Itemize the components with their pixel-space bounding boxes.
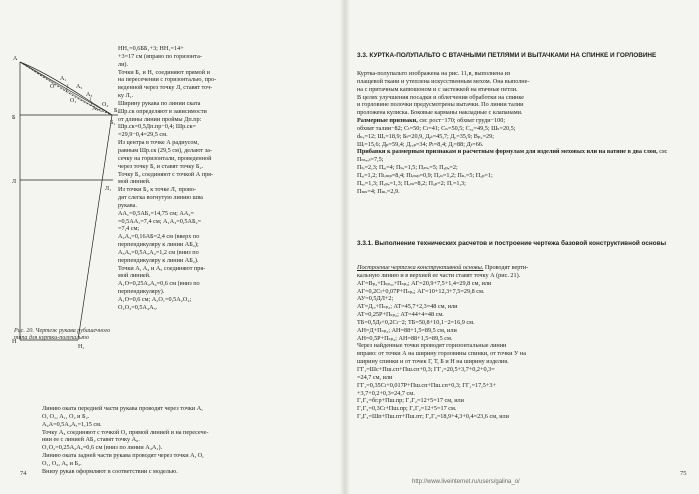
text-line: веденной через точку Л, ставят точ- [118, 84, 213, 92]
sleeve-pattern-drawing [10, 40, 128, 365]
label-l: Л [12, 179, 17, 185]
text-line: А₂А₄=0,16АБ=2,4 см (вверх по [118, 233, 200, 241]
text-line: рукава. [118, 201, 137, 209]
label-b: Б [12, 115, 16, 121]
text-line: Точку А₄ соединяют с точкой О₂ прямой линией и на пересече- [42, 428, 209, 436]
text-line: от длины линии проймы Дп.пр: [118, 115, 202, 123]
page-number-right: 75 [680, 470, 687, 477]
text-line: Пₛᵢ=2,3; Пₑᵢ=4; Пₛₑ=1,5; Пᵢₘᵣ=5; Пₐₚₑ=2; [357, 164, 458, 172]
text-line: ширину спинки и от точек Г, Т, Б и Н на ширину изделия. [357, 358, 509, 366]
text-line: НН₁=0,6ББ₁+3; НН₁=14+ [118, 45, 184, 52]
text-line: Внизу рукав оформляют в соответствии с моделью. [42, 467, 178, 475]
text-line: А₁О=0,25А₂А₄=0,6 см (вниз по [118, 280, 200, 288]
label-n1: Н₁ [78, 344, 85, 350]
text-line: =29,9−0,4=29,5 см. [118, 131, 168, 139]
text-line: =24,7 см, или [357, 373, 393, 381]
text-line: проложена кулиска. Боковые карманы накладные с клапанами. [357, 109, 523, 117]
text-line: Точку Б₂ соединяют с точкой А пря- [118, 170, 214, 178]
text-line: Точки Б₁ и Н₁ соединяют прямой и [118, 68, 210, 76]
text-line: АН=0,5Р+Пₛₚ₂; АН=88+1,5=89,5 см. [357, 334, 453, 342]
text-line: Линию оката задней части рукава проводят через точки А, О, [42, 452, 204, 460]
text-line: Пₘₛ=4; Пₘᵣ=2,9. [357, 187, 400, 195]
construction-text [357, 264, 528, 420]
left-page [0, 0, 345, 494]
text-line: АН=Д+Пₛₚ₂; АН=88+1,5=89,5 см, или [357, 326, 457, 334]
construction-lead: Построение чертежа конструктивной основы. [357, 264, 484, 271]
text-line: Шᵢ=15,6; Дₚ=59,4; Дᵣₐₚ=34; Рₗ=8,4; Дᵢ=88; Дₜ=66. [357, 140, 484, 148]
text-line: Из точки Б₂ к точке Л₁ прово- [118, 186, 197, 194]
label-l1: Л₁ [105, 186, 112, 192]
text-line: вправо: от точки А на ширину горловины спинки, от точки У на [357, 350, 526, 358]
text-line: +3,7+0,2+0,3=24,7 см. [357, 389, 415, 397]
construction-block [357, 264, 689, 421]
text-line: ку Л₁. [118, 92, 134, 100]
text-line: АГ=0,2Сₗ+0,07Р+Пₛₚₐ; АГ=10+12,3+7,5=29,8 см. [357, 287, 485, 295]
text-line: нии ее с линией АБ₂ ставят точку А₆. [42, 436, 140, 444]
label-o: О [50, 84, 55, 90]
figure-caption: Рис. 20. Чертеж рукава рубашечного типа для куртки-полупальто [14, 328, 111, 341]
text-line: А₁О=0,6 см; А₂О₁=0,5А₂О₂; [118, 296, 192, 303]
text-line: см: рост−170; обхват груди−100; [419, 117, 506, 125]
allowances-heading: Прибавки к размерным признакам и расчетным формулам для изделий меховых или на ватине в два слоя, [357, 148, 658, 156]
text-line: АТ=0,25Р+Пₛₚ₂; АТ=44+4=48 см. [357, 311, 444, 319]
text-line: перпендикуляру к линии АБ₂). [118, 256, 199, 264]
left-bottom-text [42, 405, 336, 476]
text-line: Г₂Г₃=Шп+Пш.пт+Пш.пт; Г₂Г₃=18,9+4,3+0,4=23,6 см, или [357, 413, 509, 421]
text-line: ТБ=0,5Дₜ+0,2Сₗ−2; ТБ=50,8+10,1−2=16,9 см. [357, 318, 475, 326]
section-heading: 3.3. КУРТКА-ПОЛУПАЛЬТО С ВТАЧНЫМИ ПЕТЛЯМИ И ВЫТАЧКАМИ НА СПИНКЕ И ГОРЛОВИНЕ [357, 52, 657, 59]
text-line: Из центра в точке А радиусом, [118, 139, 199, 147]
text-line: плащевой ткани и утеплена искусственным мехом. Она выполне- [357, 77, 530, 85]
right-page [345, 0, 699, 494]
text-line: см: Пₛₛₑₒₜ=7,5; [357, 148, 668, 164]
intro-block [357, 70, 689, 196]
text-line: АТ=Дᵣₐ+Пₛₚ₂; АТ=45,7+2,3=48 см, или [357, 303, 458, 311]
text-line: Шр.ск=0,5Дп.пр−0,4; Шр.ск= [118, 123, 196, 131]
text-line: дят слегка вогнутую линию шва [118, 194, 203, 202]
label-o1: О₁ [70, 98, 77, 104]
label-b2: Б₂ [114, 108, 120, 114]
text-line: АА₁=0,5АБ₂=14,75 см; АА₂= [118, 209, 194, 217]
text-line: через точку Б, и ставят точку Б₂. [118, 162, 204, 170]
text-line: Г₁Г₂=0,3Сₗ+Пш.пр; Г₁Г₂=12+5=17 см. [357, 405, 457, 413]
left-column-text [118, 45, 336, 312]
text-line: Пₑᵢ=1,2; Пₗᵢₘₚ=8,4; Пₗᵢₘₚ=0,9; Пₐₙ=1,2; Пₙᵣ=5; Пₐₚ=1; [357, 171, 493, 179]
sizes-paragraph [357, 117, 689, 148]
text-line: и горловине полочки предусмотрены вытачки. По линии талии [357, 101, 524, 109]
text-line: Точки А, А₄ и А₅ соединяют пря- [118, 264, 206, 272]
text-line: Линию оката передней части рукава проводят через точки А, [42, 405, 203, 412]
text-line: Ширину рукава по линии ската [118, 99, 201, 107]
text-line: А₃А₅=0,5А₂А₄=1,2 см (вниз по [118, 248, 199, 256]
subsection-heading: 3.3.1. Выполнение технических расчетов и построение чертежа базовой конструктивной основы [357, 240, 667, 247]
text-line: Куртка-полупальто изображена на рис. 11,в, выполнена из [357, 70, 511, 77]
text-line: О, О₁, А₁, О₂ и Б₂. [42, 412, 90, 420]
text-line: ГГ₁=0,35Сₗ+0,017Р+Пш.сп+Пш.сп+0,3; ГГ₁=17,5+3+ [357, 381, 496, 389]
text-line: Шр.ск определяют в зависимости [118, 107, 207, 115]
text-line: на пересечении с горизонталью, про- [118, 76, 217, 84]
label-a: А [13, 56, 18, 62]
text-line: АГ=Вₚ₂+Пₛₚ₃ₐ+Пₛₚₐ; АГ=20,9+7,5+1,4=29,8 см, или [357, 279, 492, 287]
text-line: АУ=0,5ДЛ+2; [357, 295, 394, 303]
text-line: О₁, О₂, А₆ и Б₂. [42, 459, 82, 467]
text-line: Проводят верти- [484, 264, 529, 271]
text-line: Пₑₐ=1,3; Пₐₚₑ=1,3; Пₒₘ=8,2; Пₐₚ=2; Пᵣ=1,3; [357, 179, 466, 187]
text-line: dₙₐ=12; Шₑ=18,9; Бₜ=20,9, Дₑₜ=45,7; Дₒ=35,9; Вₚ₂=29; [357, 132, 494, 140]
label-a3: А₃ [86, 92, 93, 98]
text-line: на с притачным капюшоном и с застежкой на втачные петли. [357, 85, 518, 93]
label-b1: Б₁ [110, 120, 116, 126]
text-line: О₂О₃=0,5А₄А₅. [118, 303, 158, 311]
text-line: ГГ₁=Шс+Пш.сп+Пш.сп+0,3; ГГ₁=20,5+3,7+0,2+0,3= [357, 365, 495, 373]
text-line: равным Шр.ск (29,5 см), делают за- [118, 146, 212, 154]
text-line: мой линией. [118, 272, 151, 280]
text-line: ли). [118, 60, 129, 68]
text-line: +3=17 см (вправо по горизонта- [118, 52, 202, 60]
text-line: перпендикуляру к линии АБ₂); [118, 241, 199, 249]
sleeve-pattern-figure [10, 40, 128, 365]
text-line: =7,4 см; [118, 225, 140, 233]
allowances-paragraph [357, 148, 689, 195]
watermark-url: http://www.liveinternet.ru/users/galina_o/ [412, 479, 520, 485]
text-line: Г₁Г₂=бг.р+Пш.пр; Г₁Г₂=12+5=17 см, или [357, 397, 464, 405]
text-line: сечку на горизонтали, проведенной [118, 154, 212, 162]
label-n: Н [12, 339, 17, 345]
text-line: мой линией. [118, 178, 151, 186]
label-a5: А₅ [76, 84, 83, 90]
text-line: В целях улучшения посадки и облегчения обработки на спинке [357, 93, 524, 101]
text-line: О₁О₂=0,25А₄А₅=0,6 см (вниз по линии А₄А₁). [42, 444, 163, 452]
label-o2: О₂ [102, 102, 109, 108]
text-line: обхват талии−82; Сₜ=50; Сₗ=41; Cₙ=50,5; Cₐ₂=49,5; Шₛ=20,5; [357, 124, 516, 132]
label-a1: А₁ [60, 76, 67, 82]
sizes-heading: Размерные признаки, [357, 117, 418, 125]
text-line: =0,5АА₁=7,4 см; А₁А₃=0,5АБ₂= [118, 217, 202, 225]
text-line: Через найденные точки проводят горизонтальные линии [357, 342, 507, 350]
text-line: кальную линию и в верхней ее части ставят точку А (рис. 21). [357, 271, 521, 279]
label-a2: А₂ [92, 106, 99, 112]
text-line: перпендикуляру). [118, 288, 165, 296]
page-number-left: 74 [20, 470, 27, 477]
intro-text [357, 70, 689, 117]
text-line: А₄А=0,5А₄А₅=1,15 см. [42, 420, 102, 428]
